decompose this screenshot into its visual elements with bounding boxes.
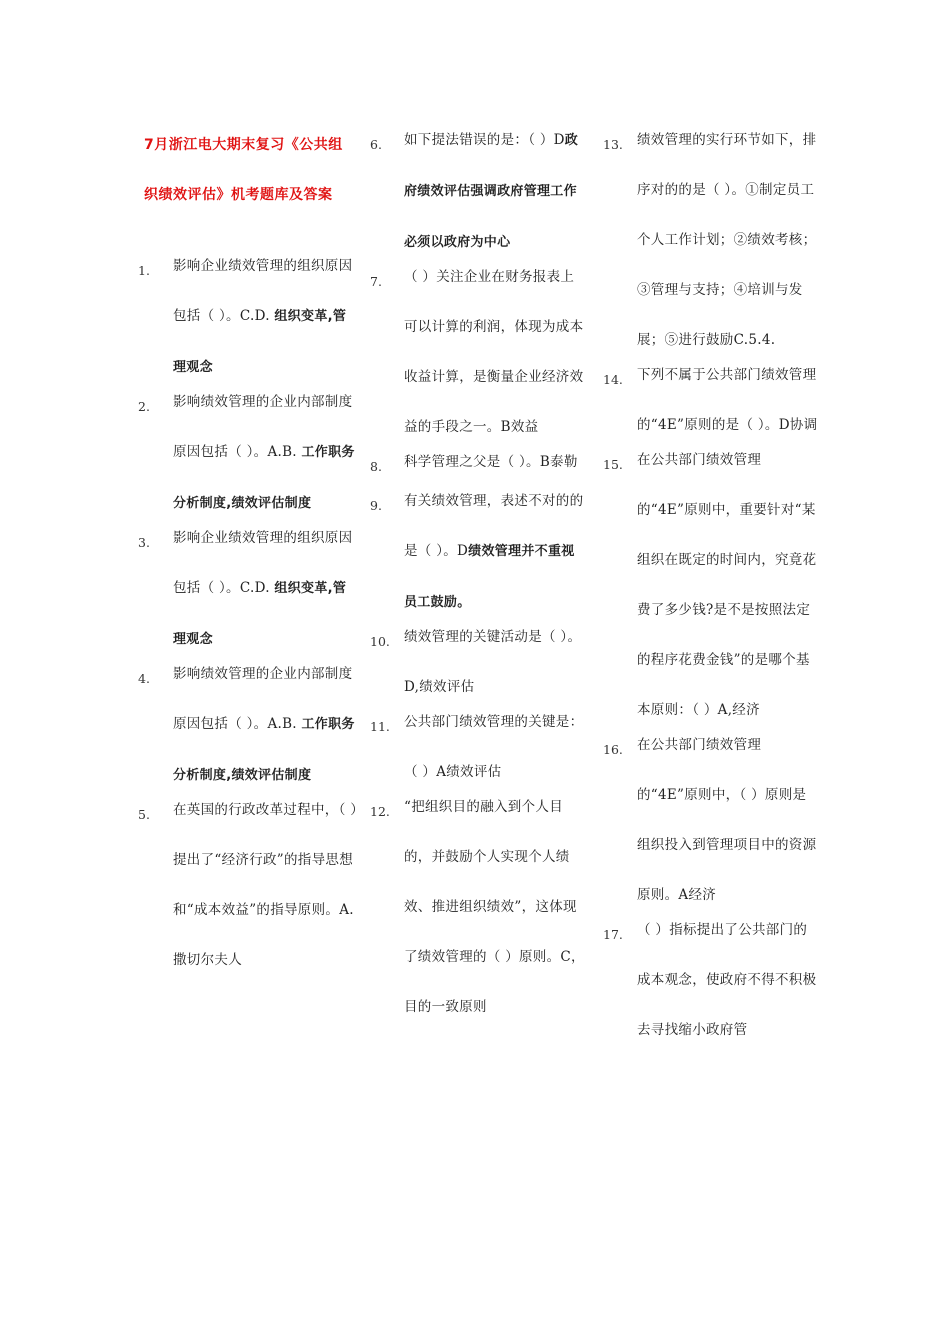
answer-text: 绩效管理并不重视员工鼓励。 [404, 544, 575, 610]
answer-text: 工作职务分析制度,绩效评估制度 [173, 445, 355, 511]
question-4 [138, 654, 358, 801]
question-number: 16. [603, 742, 623, 757]
column-2 [370, 120, 585, 1022]
question-number: 1. [138, 263, 150, 278]
question-text: 影响绩效管理的企业内部制度原因包括（ ）。A.B. [173, 394, 353, 460]
question-15 [603, 440, 818, 736]
question-7 [370, 257, 585, 453]
question-number: 11. [370, 719, 390, 734]
answer-text: 组织变革,管理观念 [173, 581, 347, 647]
question-number: 3. [138, 535, 150, 550]
column-1 [138, 120, 358, 975]
answer-text: 组织变革,管理观念 [173, 309, 347, 375]
question-text: 下列不属于公共部门绩效管理的“4E”原则的是（ ）。D协调 [637, 367, 818, 433]
column-3 [603, 120, 818, 1045]
question-number: 17. [603, 927, 623, 942]
question-number: 13. [603, 137, 623, 152]
answer-text: 政府绩效评估强调政府管理工作必须以政府为中心 [404, 133, 579, 250]
question-number: 5. [138, 807, 150, 822]
question-16 [603, 725, 818, 921]
question-text: 绩效管理的实行环节如下，排序对的的是（ ）。①制定员工个人工作计划；②绩效考核；③管理与支持；④培训与发展；⑤进行鼓励C.5.4. [637, 132, 817, 348]
question-text: 影响企业绩效管理的组织原因包括（ ）。C.D. [173, 530, 353, 596]
question-number: 9. [370, 498, 382, 513]
question-text: 在英国的行政改革过程中，（ ）提出了“经济行政”的指导思想和“成本效益”的指导原则。A.撒切尔夫人 [173, 802, 358, 968]
question-13 [603, 120, 818, 366]
question-number: 15. [603, 457, 623, 472]
question-text: 绩效管理的关键活动是（ ）。D,绩效评估 [404, 629, 582, 695]
question-1 [138, 246, 358, 393]
question-number: 8. [370, 459, 382, 474]
question-text: 公共部门绩效管理的关键是：（ ）A绩效评估 [404, 714, 584, 780]
question-number: 14. [603, 372, 623, 387]
question-number: 7. [370, 274, 382, 289]
question-2 [138, 382, 358, 529]
question-text: （ ）关注企业在财务报表上可以计算的利润，体现为成本收益计算，是衡量企业经济效益的手段之一。B效益 [404, 269, 584, 435]
answer-text: 工作职务分析制度,绩效评估制度 [173, 717, 355, 783]
question-text: 如下提法错误的是：（ ）D [404, 132, 565, 148]
question-text: 在公共部门绩效管理的“4E”原则中，（ ）原则是组织投入到管理项目中的资源原则。A经济 [637, 737, 817, 903]
question-text: “把组织目的融入到个人目的，并鼓励个人实现个人绩效、推进组织绩效”，这体现了绩效管理的（ ）原则。C，目的一致原则 [404, 799, 585, 1015]
question-number: 2. [138, 399, 150, 414]
question-number: 6. [370, 137, 382, 152]
question-text: 科学管理之父是（ ）。B泰勒 [404, 454, 578, 470]
question-5 [138, 790, 358, 986]
question-text: 有关绩效管理，表述不对的的是（ ）。D [404, 493, 584, 559]
question-number: 12. [370, 804, 390, 819]
question-6 [370, 120, 585, 268]
question-number: 10. [370, 634, 390, 649]
document-title: 7月浙江电大期末复习《公共组织绩效评估》机考题库及答案 [144, 137, 343, 203]
question-text: 在公共部门绩效管理的“4E”原则中，重要针对“某组织在既定的时间内，究竟花费了多少钱?是不是按照法定的程序花费金钱”的是哪个基本原则：（ ）A,经济 [637, 452, 817, 718]
question-12 [370, 787, 585, 1033]
question-text: 影响绩效管理的企业内部制度原因包括（ ）。A.B. [173, 666, 353, 732]
question-text: 影响企业绩效管理的组织原因包括（ ）。C.D. [173, 258, 353, 324]
question-9 [370, 481, 585, 628]
question-number: 4. [138, 671, 150, 686]
question-17 [603, 910, 818, 1056]
question-3 [138, 518, 358, 665]
question-text: （ ）指标提出了公共部门的成本观念，使政府不得不积极去寻找缩小政府管 [637, 922, 817, 1038]
